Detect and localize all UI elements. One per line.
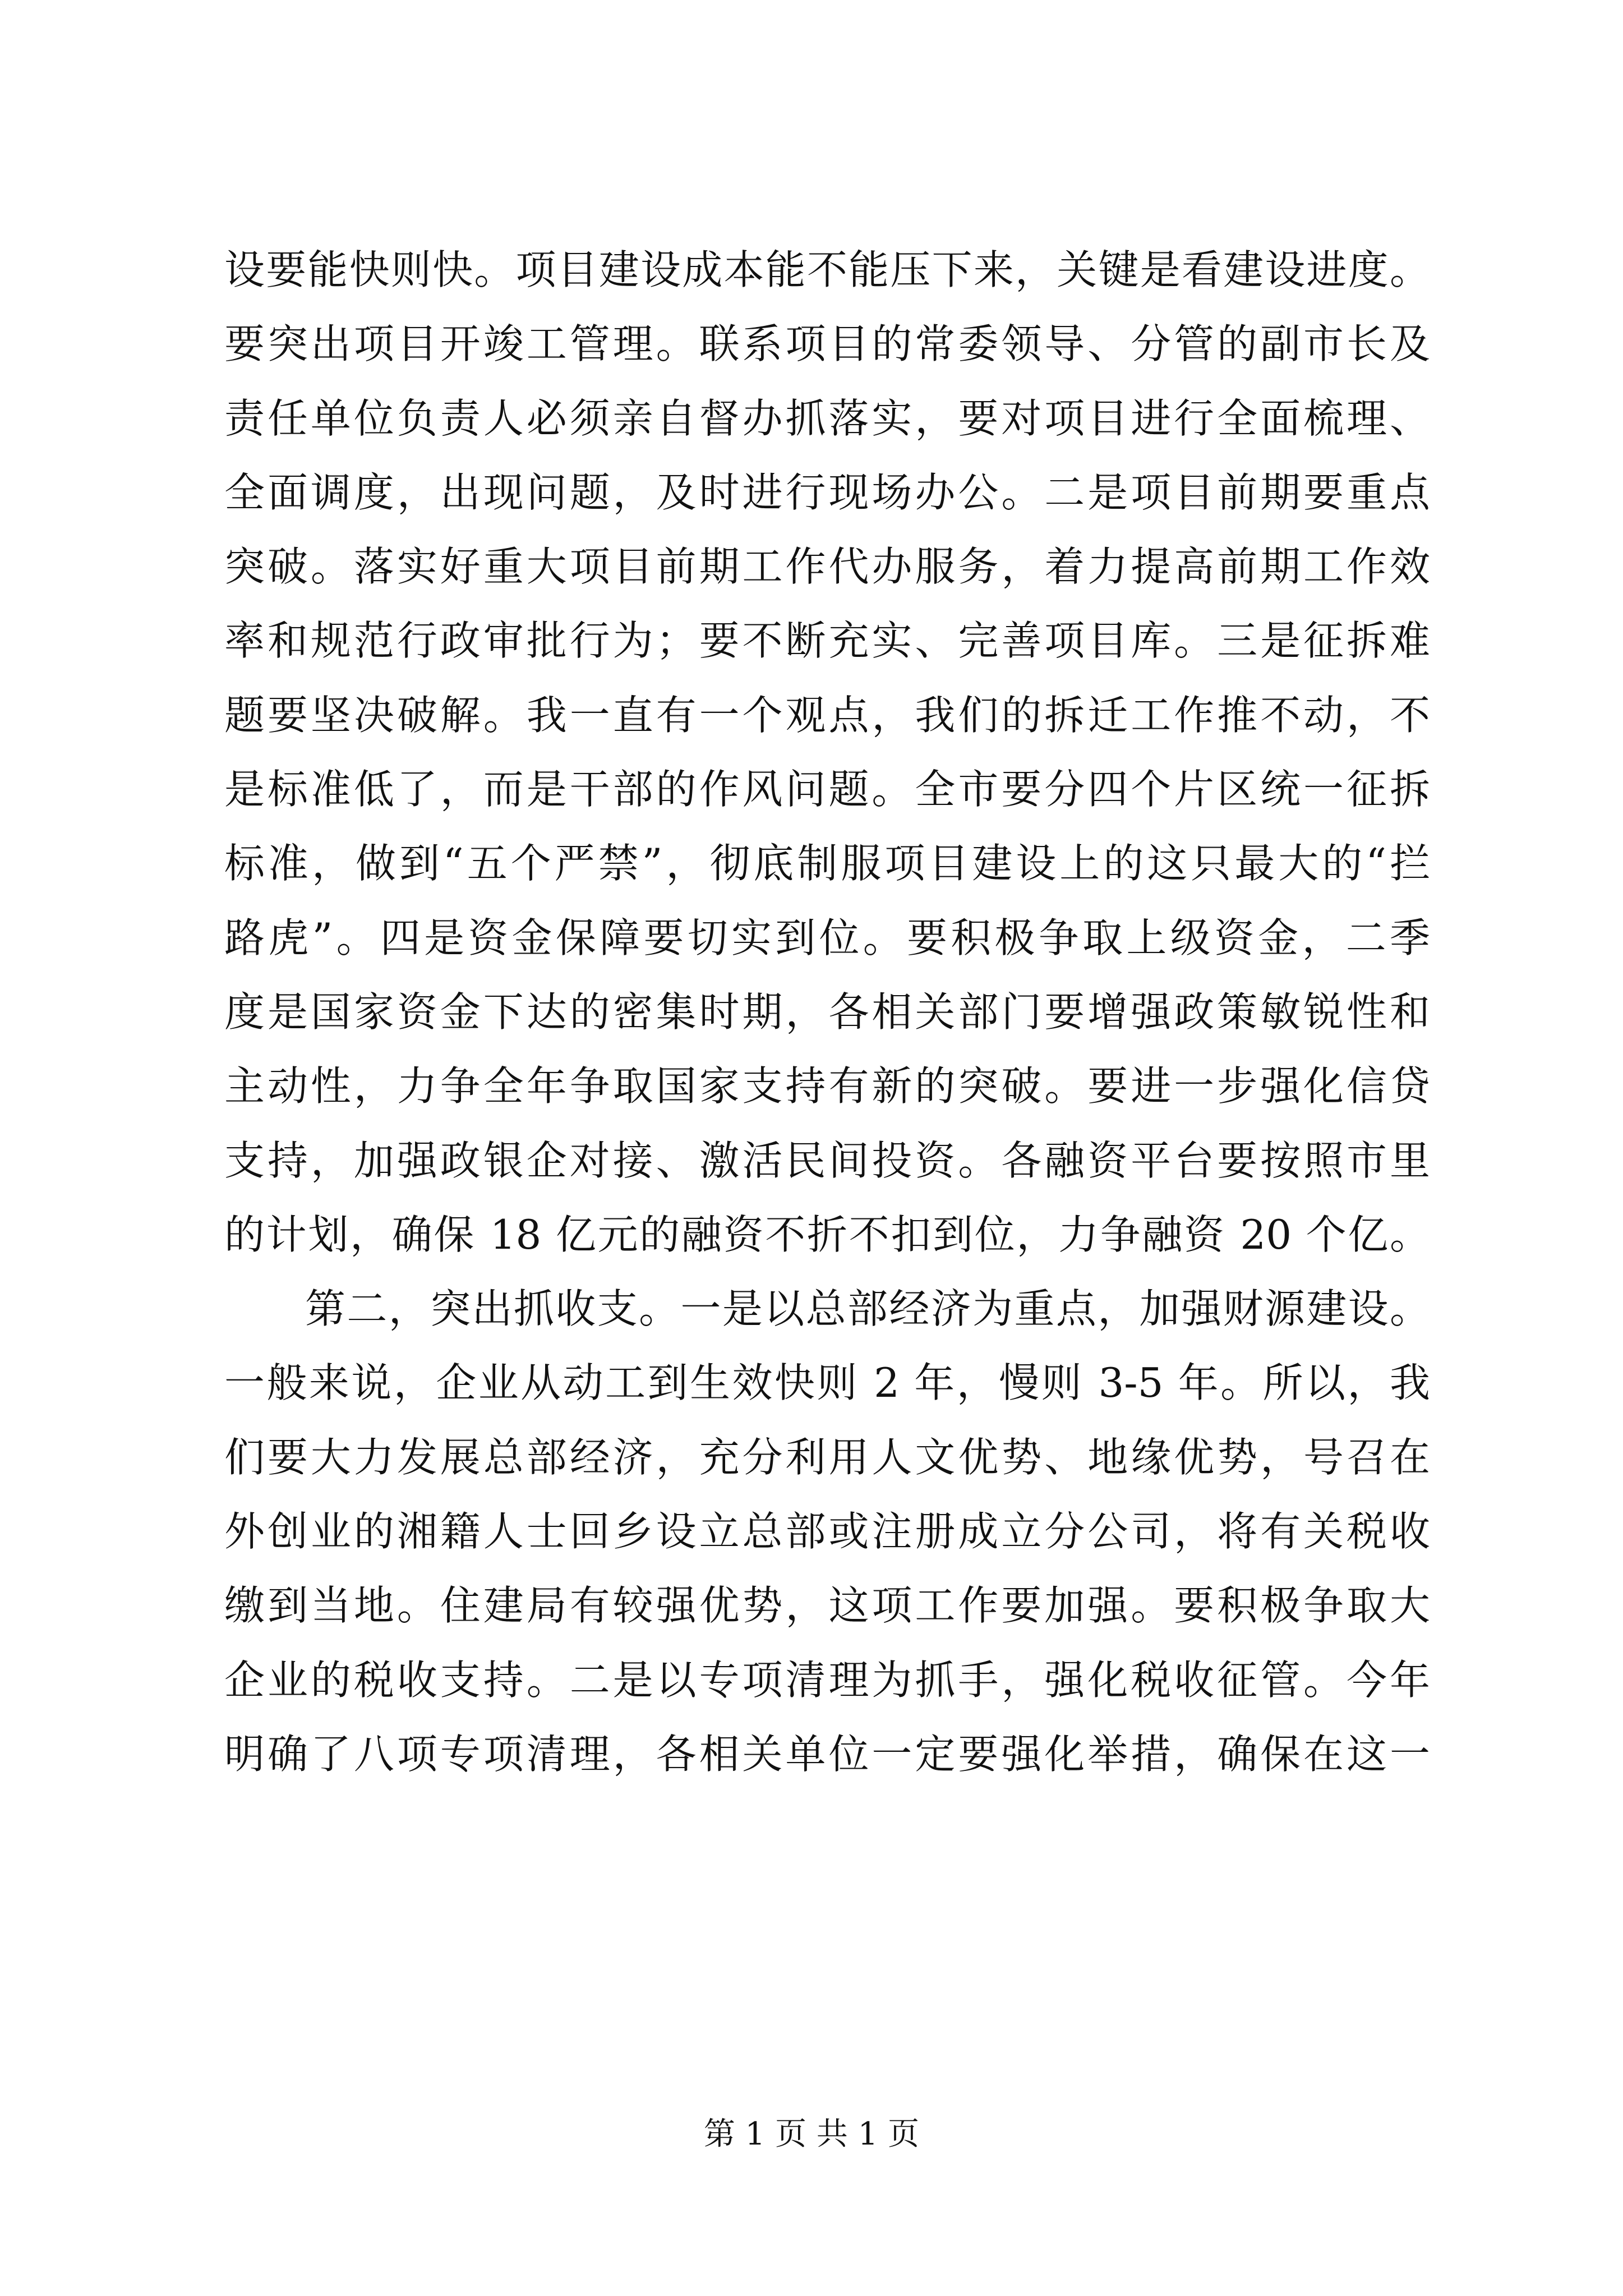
text-line: 是标准低了，而是干部的作风问题。全市要分四个片区统一征拆 xyxy=(224,766,1430,813)
paragraph xyxy=(224,1272,1430,1791)
page-number-label: 第 1 页 共 1 页 xyxy=(703,2116,920,2152)
paragraph xyxy=(224,233,1430,1272)
text-line: 主动性，力争全年争取国家支持有新的突破。要进一步强化信贷 xyxy=(224,1062,1430,1110)
page-footer xyxy=(0,2115,1623,2154)
text-line: 要突出项目开竣工管理。联系项目的常委领导、分管的副市长及 xyxy=(224,320,1430,368)
text-line: 们要大力发展总部经济，充分利用人文优势、地缘优势，号召在 xyxy=(224,1433,1430,1481)
text-line: 突破。落实好重大项目前期工作代办服务，着力提高前期工作效 xyxy=(224,543,1430,591)
text-line: 设要能快则快。项目建设成本能不能压下来，关键是看建设进度。 xyxy=(224,246,1430,293)
text-line: 一般来说，企业从动工到生效快则 2 年，慢则 3-5 年。所以，我 xyxy=(224,1359,1430,1407)
text-line: 的计划，确保 18 亿元的融资不折不扣到位，力争融资 20 个亿。 xyxy=(224,1211,1430,1258)
text-line: 标准，做到“五个严禁”，彻底制服项目建设上的这只最大的“拦 xyxy=(224,840,1430,887)
text-line: 第二，突出抓收支。一是以总部经济为重点，加强财源建设。 xyxy=(305,1285,1430,1333)
text-line: 路虎”。四是资金保障要切实到位。要积极争取上级资金，二季 xyxy=(224,914,1430,961)
document-body xyxy=(224,233,1430,1791)
text-line: 度是国家资金下达的密集时期，各相关部门要增强政策敏锐性和 xyxy=(224,988,1430,1036)
text-line: 全面调度，出现问题，及时进行现场办公。二是项目前期要重点 xyxy=(224,468,1430,516)
text-line: 明确了八项专项清理，各相关单位一定要强化举措，确保在这一 xyxy=(224,1730,1430,1778)
text-line: 率和规范行政审批行为；要不断充实、完善项目库。三是征拆难 xyxy=(224,617,1430,665)
text-line: 企业的税收支持。二是以专项清理为抓手，强化税收征管。今年 xyxy=(224,1656,1430,1704)
text-line: 支持，加强政银企对接、激活民间投资。各融资平台要按照市里 xyxy=(224,1137,1430,1184)
text-line: 题要坚决破解。我一直有一个观点，我们的拆迁工作推不动，不 xyxy=(224,691,1430,739)
text-line: 责任单位负责人必须亲自督办抓落实，要对项目进行全面梳理、 xyxy=(224,394,1430,442)
text-line: 缴到当地。住建局有较强优势，这项工作要加强。要积极争取大 xyxy=(224,1582,1430,1630)
text-line: 外创业的湘籍人士回乡设立总部或注册成立分公司，将有关税收 xyxy=(224,1508,1430,1556)
